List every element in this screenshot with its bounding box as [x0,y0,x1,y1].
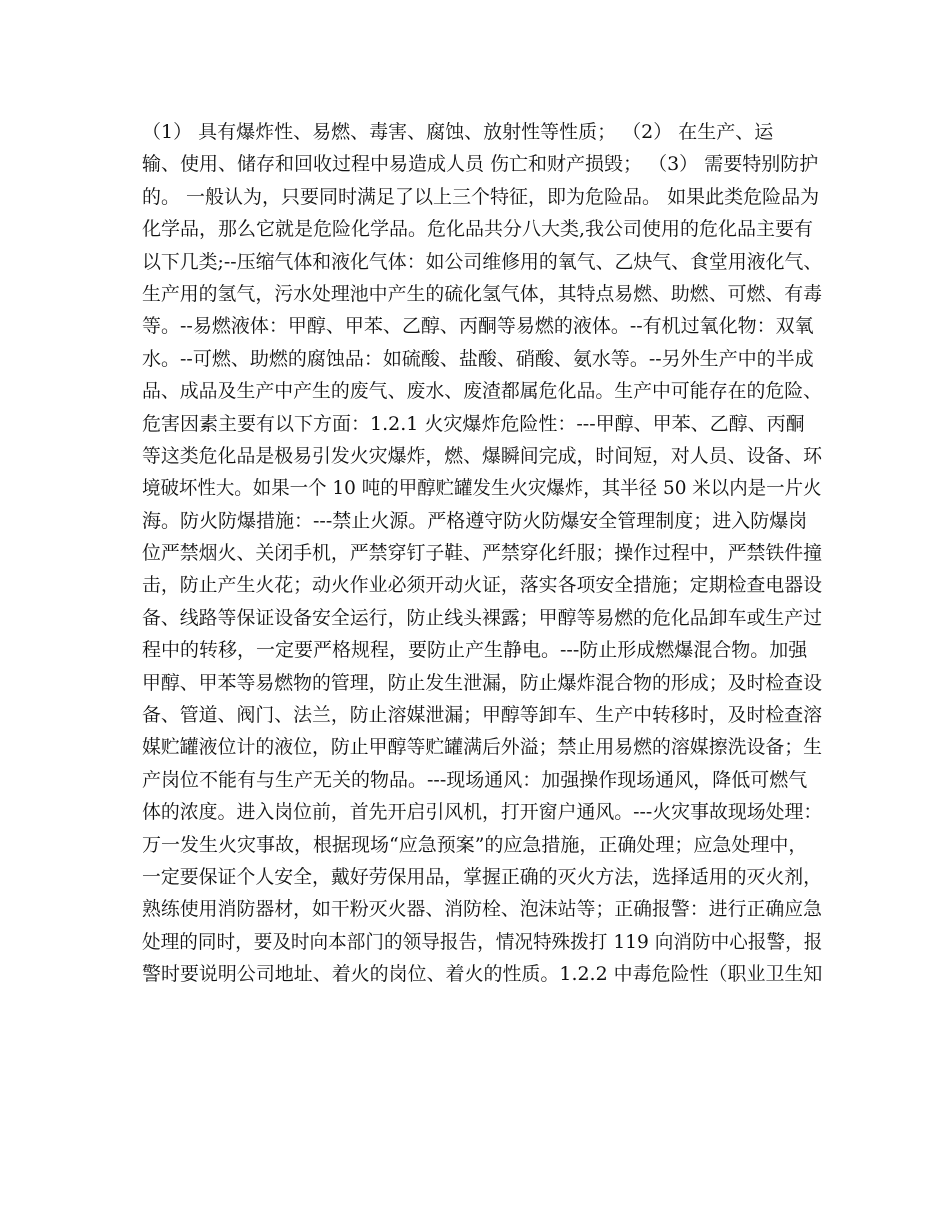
text-line: 化学品，那么它就是危险化学品。危化品共分八大类,我公司使用的危化品主要有 [142,218,814,241]
text-line: （1） 具有爆炸性、易燃、毒害、腐蚀、放射性等性质； （2） 在生产、运 [142,121,774,143]
text-line: 体的浓度。进入岗位前，首先开启引风机，打开窗户通风。---火灾事故现场处理： [142,801,823,824]
text-line: 以下几类;--压缩气体和液化气体：如公司维修用的氧气、乙炔气、食堂用液化气、 [142,250,823,273]
text-line: 一定要保证个人安全，戴好劳保用品，掌握正确的灭火方法，选择适用的灭火剂， [142,865,823,888]
text-line: 击，防止产生火花；动火作业必须开动火证，落实各项安全措施；定期检查电器设 [142,574,823,597]
text-line: 的。 一般认为，只要同时满足了以上三个特征，即为危险品。 如果此类危险品为 [142,185,820,208]
text-line: 境破坏性大。如果一个 10 吨的甲醇贮罐发生火灾爆炸，其半径 50 米以内是一片火 [142,477,822,500]
text-line: 品、成品及生产中产生的废气、废水、废渣都属危化品。生产中可能存在的危险、 [142,380,823,403]
text-line: 输、使用、储存和回收过程中易造成人员 伤亡和财产损毁； （3） 需要特别防护 [142,153,819,176]
text-line: 处理的同时，要及时向本部门的领导报告，情况特殊拨打 119 向消防中心报警，报 [142,930,823,953]
text-line: 等。--易燃液体：甲醇、甲苯、乙醇、丙酮等易燃的液体。--有机过氧化物：双氧 [142,315,814,338]
text-line: 备、线路等保证设备安全运行，防止线头裸露；甲醇等易燃的危化品卸车或生产过 [142,606,823,629]
text-line: 产岗位不能有与生产无关的物品。---现场通风：加强操作现场通风，降低可燃气 [142,768,808,791]
text-line: 警时要说明公司地址、着火的岗位、着火的性质。1.2.2 中毒危险性（职业卫生知 [142,963,823,986]
text-line: 生产用的氢气，污水处理池中产生的硫化氢气体，其特点易燃、助燃、可燃、有毒 [142,282,823,305]
text-line: 甲醇、甲苯等易燃物的管理，防止发生泄漏，防止爆炸混合物的形成；及时检查设 [142,671,823,694]
text-line: 水。--可燃、助燃的腐蚀品：如硫酸、盐酸、硝酸、氨水等。--另外生产中的半成 [142,347,814,370]
text-line: 海。防火防爆措施：---禁止火源。严格遵守防火防爆安全管理制度；进入防爆岗 [142,509,808,532]
text-line: 程中的转移，一定要严格规程，要防止产生静电。---防止形成燃爆混合物。加强 [142,639,808,662]
text-line: 位严禁烟火、关闭手机，严禁穿钉子鞋、严禁穿化纤服；操作过程中，严禁铁件撞 [142,542,823,565]
text-line: 熟练使用消防器材，如干粉灭火器、消防栓、泡沫站等；正确报警：进行正确应急 [142,898,823,921]
text-line: 万一发生火灾事故，根据现场“应急预案”的应急措施，正确处理；应急处理中， [142,833,808,856]
text-line: 媒贮罐液位计的液位，防止甲醇等贮罐满后外溢；禁止用易燃的溶媒擦洗设备；生 [142,736,823,759]
body-paragraph [142,116,822,991]
text-line: 备、管道、阀门、法兰，防止溶媒泄漏；甲醇等卸车、生产中转移时，及时检查溶 [142,704,823,727]
text-line: 等这类危化品是极易引发火灾爆炸，燃、爆瞬间完成，时间短，对人员、设备、环 [142,444,823,467]
text-line: 危害因素主要有以下方面：1.2.1 火灾爆炸危险性：---甲醇、甲苯、乙醇、丙酮 [142,412,805,435]
